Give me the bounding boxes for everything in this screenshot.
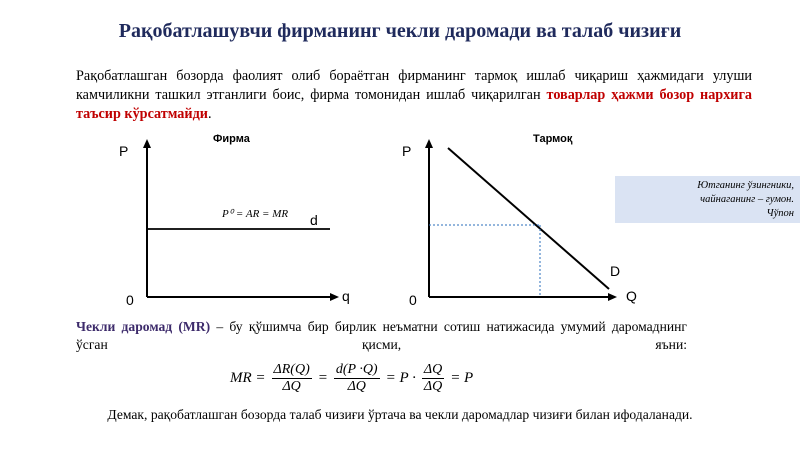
- mr-text: – бу қўшимча бир бирлик неъматни сотиш натижасида умумий даромаднинг ўсган қисми, яъни:: [76, 319, 687, 352]
- formula-fraction-3: [422, 362, 444, 395]
- industry-y-arrow: [425, 139, 433, 148]
- firm-curve-label: P⁰ = AR = MR: [222, 208, 289, 220]
- quote-line-1: Ютганинг ўзингники,: [697, 180, 794, 191]
- firm-line-label: d: [310, 212, 318, 228]
- firm-y-arrow: [143, 139, 151, 148]
- formula-f2-num: d(P ·Q): [335, 362, 378, 377]
- firm-x-label: q: [342, 288, 350, 304]
- formula-lhs: MR =: [230, 370, 266, 386]
- formula-f3-den: ΔQ: [423, 379, 443, 394]
- formula-rhs: = P: [450, 370, 474, 386]
- mr-definition: [76, 318, 687, 354]
- quote-note: [615, 176, 800, 223]
- intro-text: Рақобатлашган бозорда фаолият олиб бораётган фирманинг тармоқ ишлаб чиқариш ҳажмидаги улуши камчиликни ташкил этганлиги боис, фирма томонидан ишлаб чиқарилган: [76, 68, 752, 103]
- industry-x-label: Q: [626, 288, 637, 304]
- demand-line: [448, 148, 609, 289]
- quote-line-2: чайнаганинг – гумон.: [700, 194, 794, 205]
- industry-y-label: P: [402, 143, 412, 159]
- formula-fraction-2: [334, 362, 380, 395]
- industry-origin: 0: [409, 292, 417, 308]
- industry-line-label: D: [610, 263, 621, 279]
- firm-x-arrow: [330, 293, 339, 301]
- quote-author: Чўпон: [766, 208, 794, 219]
- firm-y-label: P: [119, 143, 129, 159]
- conclusion-text: Демак, рақобатлашган бозорда талаб чизиғи ўртача ва чекли даромадлар чизиғи билан ифодаланади.: [107, 407, 693, 422]
- formula-f1-den: ΔQ: [282, 379, 301, 394]
- slide-title: Рақобатлашувчи фирманинг чекли даромади ва талаб чизиғи: [118, 20, 682, 42]
- formula-mid: = P ·: [385, 370, 416, 386]
- industry-graph: [425, 139, 617, 301]
- formula-f3-num: ΔQ: [423, 362, 443, 377]
- formula-eq1: =: [317, 370, 328, 386]
- firm-origin: 0: [126, 292, 134, 308]
- formula-f1-num: ΔR(Q): [273, 362, 310, 377]
- industry-header: Тармоқ: [533, 133, 573, 145]
- mr-formula: [230, 362, 473, 395]
- industry-x-arrow: [608, 293, 617, 301]
- intro-highlight: товарлар ҳажми бозор нархига таъсир кўрсатмайди: [76, 87, 752, 122]
- firm-header: Фирма: [213, 133, 250, 145]
- mr-term: Чекли даромад (MR): [76, 319, 211, 334]
- formula-f2-den: ΔQ: [347, 379, 366, 394]
- formula-fraction-1: [272, 362, 312, 395]
- intro-end: .: [207, 106, 212, 122]
